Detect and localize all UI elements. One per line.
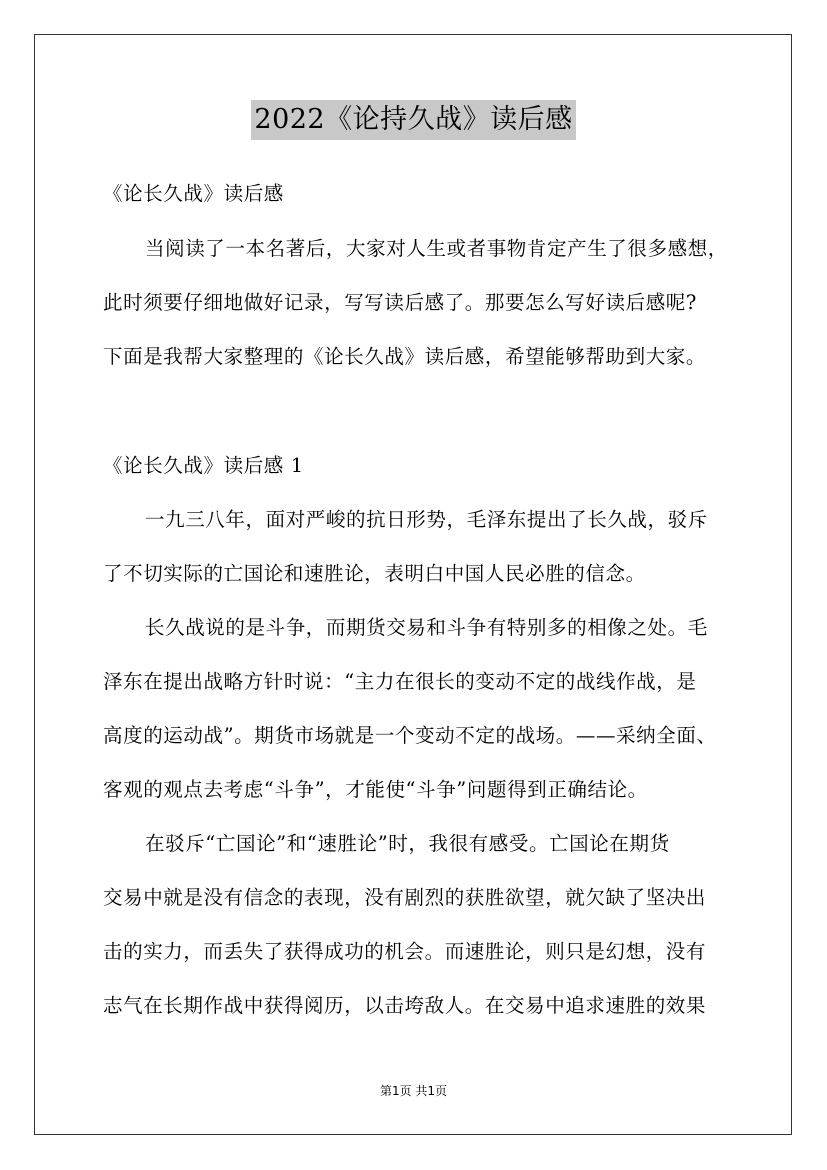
intro-line-2: 此时须要仔细地做好记录，写写读后感了。那要怎么写好读后感呢? <box>103 291 697 314</box>
body-line: 客观的观点去考虑“斗争”，才能使“斗争”问题得到正确结论。 <box>103 778 648 801</box>
body-line: 泽东在提出战略方针时说：“主力在很长的变动不定的战线作战，是 <box>103 670 697 693</box>
body-line: 交易中就是没有信念的表现，没有剧烈的获胜欲望，就欠缺了坚决出 <box>103 886 707 909</box>
page-footer: 第1页 共1页 <box>379 1084 448 1098</box>
body-line: 在驳斥“亡国论”和“速胜论”时，我很有感受。亡国论在期货 <box>145 832 670 855</box>
intro-line-3: 下面是我帮大家整理的《论长久战》读后感，希望能够帮助到大家。 <box>103 345 707 368</box>
body-line: 了不切实际的亡国论和速胜论，表明白中国人民必胜的信念。 <box>103 562 646 585</box>
body-line: 击的实力，而丢失了获得成功的机会。而速胜论，则只是幻想，没有 <box>103 940 707 963</box>
body-line: 高度的运动战”。期货市场就是一个变动不定的战场。——采纳全面、 <box>103 724 717 747</box>
subtitle: 《论长久战》读后感 <box>103 182 284 205</box>
document-title: 2022《论持久战》读后感 <box>251 100 575 140</box>
intro-line-1: 当阅读了一本名著后，大家对人生或者事物肯定产生了很多感想， <box>145 237 728 260</box>
section-heading: 《论长久战》读后感 1 <box>103 454 304 477</box>
title-container <box>0 100 827 140</box>
body-line: 志气在长期作战中获得阅历，以击垮敌人。在交易中追求速胜的效果 <box>103 994 707 1017</box>
body-line: 一九三八年，面对严峻的抗日形势，毛泽东提出了长久战，驳斥 <box>145 508 708 531</box>
body-line: 长久战说的是斗争，而期货交易和斗争有特别多的相像之处。毛 <box>145 616 708 639</box>
